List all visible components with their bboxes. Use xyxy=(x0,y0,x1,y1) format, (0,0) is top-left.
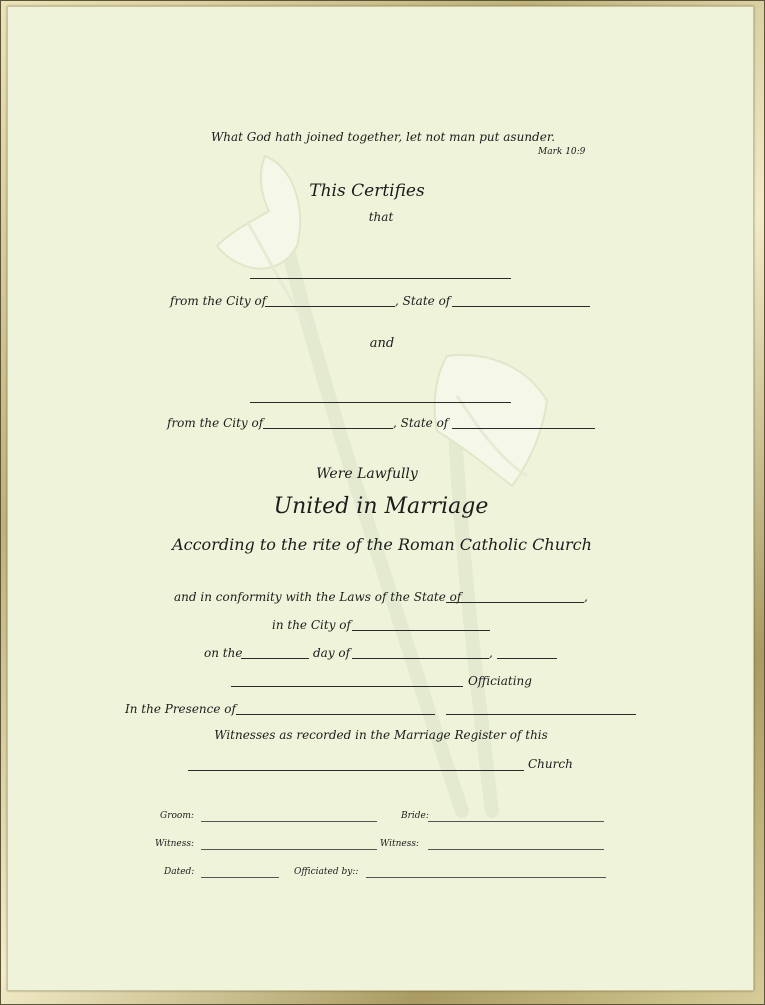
officiated-by-label: Officiated by:: xyxy=(294,867,359,877)
marriage-city-field[interactable] xyxy=(352,630,490,631)
groom-field[interactable] xyxy=(201,821,377,822)
witness-one-field[interactable] xyxy=(236,714,435,715)
scripture-verse: What God hath joined together, let not man put asunder. xyxy=(210,130,556,144)
month-field[interactable] xyxy=(352,658,489,659)
bride-label: Bride: xyxy=(401,811,429,821)
party-one-name-field[interactable] xyxy=(250,278,511,279)
that-label: that xyxy=(368,210,394,224)
register-witness-two-field[interactable] xyxy=(428,849,604,850)
in-city-label: in the City of xyxy=(272,618,351,632)
party-two-city-field[interactable] xyxy=(263,428,393,429)
party-two-state-label: , State of xyxy=(393,416,449,430)
groom-label: Groom: xyxy=(160,811,194,821)
dated-label: Dated: xyxy=(164,867,195,877)
officiated-by-field[interactable] xyxy=(366,877,606,878)
rite-label: According to the rite of the Roman Catholic Church xyxy=(172,535,592,554)
dated-field[interactable] xyxy=(201,877,279,878)
party-one-state-field[interactable] xyxy=(452,306,590,307)
witness-two-field[interactable] xyxy=(446,714,636,715)
certificate-paper xyxy=(7,6,754,991)
on-the-label: on the xyxy=(204,646,243,660)
day-of-label: day of xyxy=(313,646,351,660)
party-two-state-field[interactable] xyxy=(452,428,595,429)
witness-label-right: Witness: xyxy=(380,839,419,849)
register-witness-one-field[interactable] xyxy=(201,849,377,850)
certificate-title: United in Marriage xyxy=(273,494,489,519)
state-of-laws-field[interactable] xyxy=(446,602,584,603)
day-field[interactable] xyxy=(241,658,309,659)
party-one-city-field[interactable] xyxy=(265,306,395,307)
date-comma: , xyxy=(489,646,493,660)
conformity-comma: , xyxy=(584,590,588,604)
officiating-label: Officiating xyxy=(468,674,532,688)
party-one-state-label: , State of xyxy=(395,294,451,308)
conformity-label: and in conformity with the Laws of the State of xyxy=(174,590,462,604)
and-label: and xyxy=(369,336,395,351)
scripture-reference: Mark 10:9 xyxy=(538,147,586,157)
year-field[interactable] xyxy=(497,658,557,659)
were-lawfully-label: Were Lawfully xyxy=(316,466,418,482)
party-two-city-label: from the City of xyxy=(167,416,264,430)
bride-field[interactable] xyxy=(428,821,604,822)
witnesses-recorded-label: Witnesses as recorded in the Marriage Register of this xyxy=(214,728,548,742)
church-label: Church xyxy=(528,757,573,771)
church-name-field[interactable] xyxy=(188,770,524,771)
presence-label: In the Presence of xyxy=(125,702,236,716)
party-two-name-field[interactable] xyxy=(250,402,511,403)
witness-label-left: Witness: xyxy=(155,839,194,849)
lily-flower-left xyxy=(217,156,300,269)
officiant-field[interactable] xyxy=(231,686,463,687)
certificate-heading: This Certifies xyxy=(309,181,425,201)
party-one-city-label: from the City of xyxy=(170,294,267,308)
